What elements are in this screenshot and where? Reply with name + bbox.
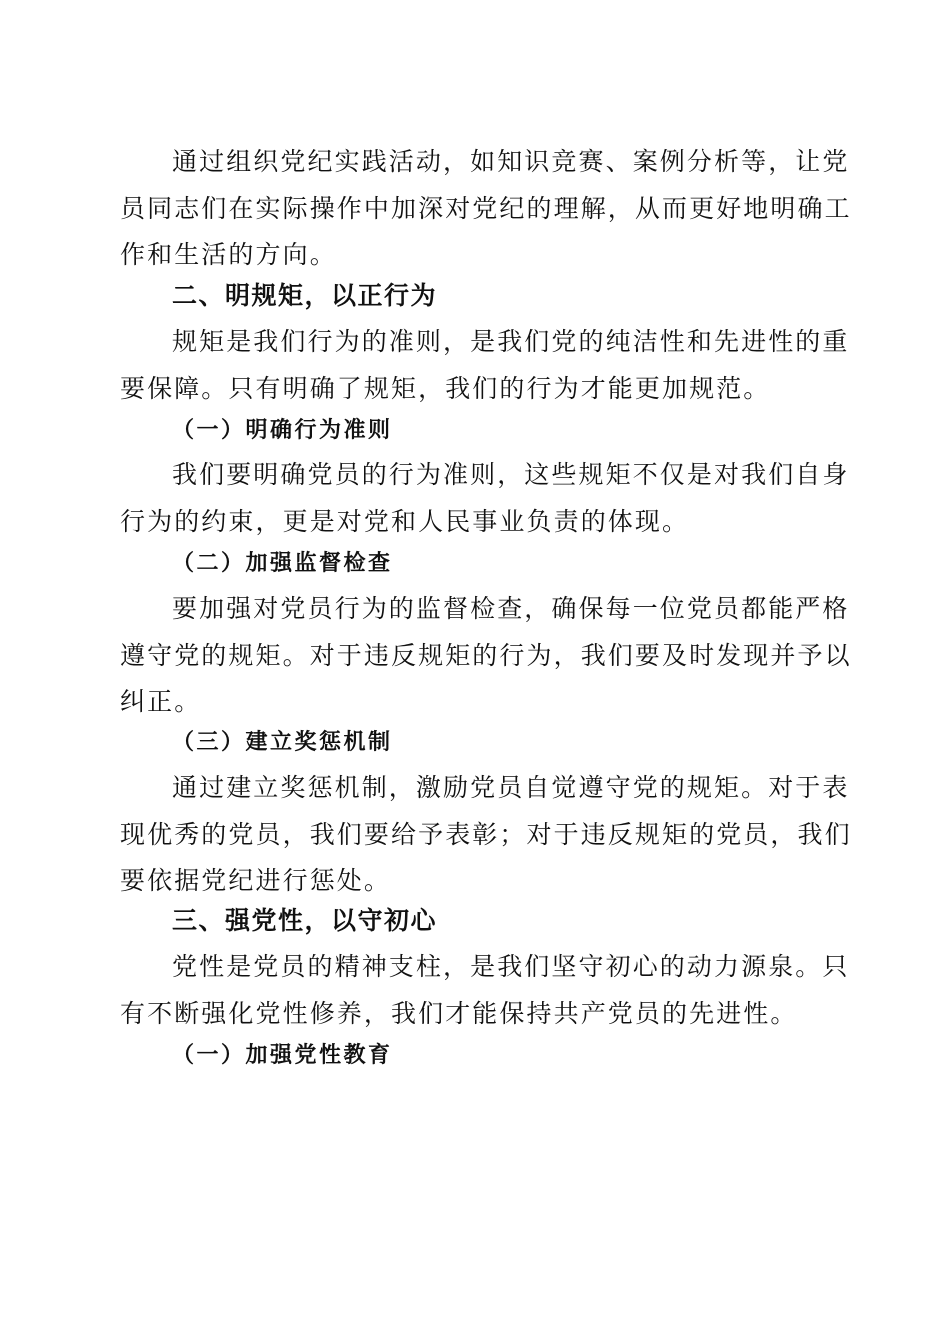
text-line: 通过建立奖惩机制，激励党员自觉遵守党的规矩。对于表 bbox=[172, 773, 850, 802]
text-line: 行为的约束，更是对党和人民事业负责的体现。 bbox=[120, 506, 690, 536]
section-heading-party-spirit: 三、强党性，以守初心 bbox=[172, 906, 438, 935]
subheading-behavior-norms: （一）明确行为准则 bbox=[172, 418, 393, 443]
paragraph-practice-activities bbox=[120, 139, 852, 279]
text-line: 要保障。只有明确了规矩，我们的行为才能更加规范。 bbox=[120, 373, 771, 403]
subheading-party-education: （一）加强党性教育 bbox=[172, 1043, 393, 1068]
text-line: 纠正。 bbox=[120, 687, 202, 716]
text-line: 有不断强化党性修养，我们才能保持共产党员的先进性。 bbox=[120, 998, 798, 1028]
text-line: 通过组织党纪实践活动，如知识竞赛、案例分析等，让党 bbox=[172, 147, 850, 176]
text-line: 规矩是我们行为的准则，是我们党的纯洁性和先进性的重 bbox=[172, 327, 850, 356]
subheading-supervision: （二）加强监督检查 bbox=[172, 551, 393, 576]
subheading-reward-punishment: （三）建立奖惩机制 bbox=[172, 730, 393, 755]
paragraph-supervision bbox=[120, 586, 852, 726]
text-line: 要依据党纪进行惩处。 bbox=[120, 866, 392, 895]
text-line: 我们要明确党员的行为准则，这些规矩不仅是对我们自身 bbox=[172, 460, 850, 489]
paragraph-behavior-norms bbox=[120, 452, 850, 545]
text-line: 遵守党的规矩。对于违反规矩的行为，我们要及时发现并予以 bbox=[120, 640, 852, 670]
paragraph-rules-intro bbox=[120, 319, 850, 412]
text-line: 作和生活的方向。 bbox=[120, 240, 337, 269]
paragraph-reward-punishment bbox=[120, 765, 852, 905]
text-line: 员同志们在实际操作中加深对党纪的理解，从而更好地明确工 bbox=[120, 193, 852, 223]
text-line: 党性是党员的精神支柱，是我们坚守初心的动力源泉。只 bbox=[172, 952, 850, 981]
paragraph-party-spirit bbox=[120, 944, 850, 1037]
section-heading-rules: 二、明规矩，以正行为 bbox=[172, 281, 438, 310]
text-line: 现优秀的党员，我们要给予表彰；对于违反规矩的党员，我们 bbox=[120, 819, 852, 849]
text-line: 要加强对党员行为的监督检查，确保每一位党员都能严格 bbox=[172, 594, 850, 623]
